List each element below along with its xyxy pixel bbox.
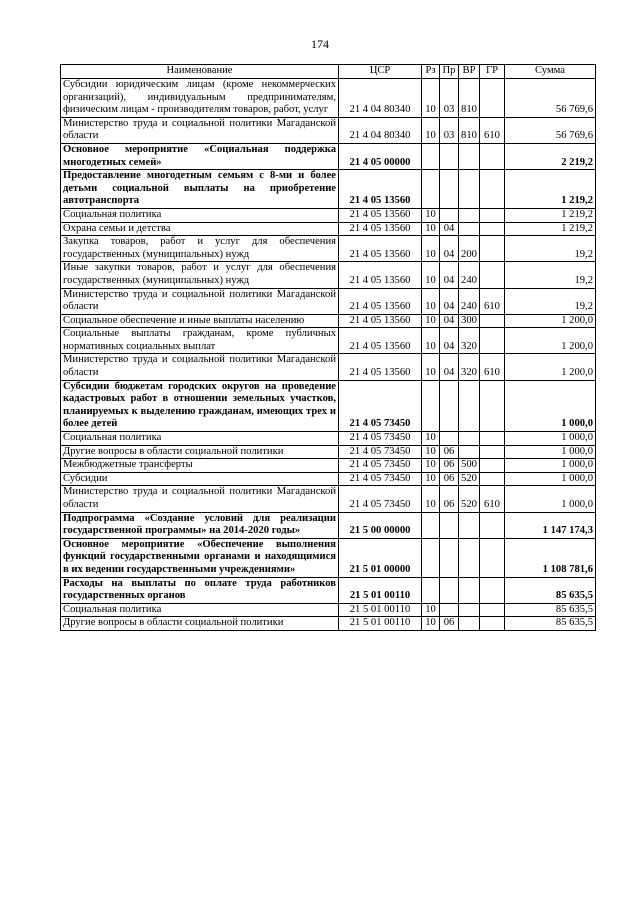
cell-vr: 810 (459, 79, 480, 118)
cell-csr: 21 4 05 13560 (339, 354, 422, 380)
cell-name: Предоставление многодетным семьям с 8-ми и более детьми социальной выплаты на приобретение автотранспорта (61, 170, 339, 209)
cell-vr: 810 (459, 117, 480, 143)
cell-csr: 21 5 00 00000 (339, 512, 422, 538)
cell-rz: 10 (422, 117, 440, 143)
header-gr: ГР (480, 65, 505, 79)
cell-rz: 10 (422, 445, 440, 459)
cell-pr: 04 (440, 314, 459, 328)
cell-vr: 240 (459, 262, 480, 288)
cell-csr: 21 4 05 13560 (339, 262, 422, 288)
cell-csr: 21 4 05 73450 (339, 432, 422, 446)
cell-rz (422, 143, 440, 169)
cell-pr: 03 (440, 117, 459, 143)
cell-sum: 1 000,0 (505, 459, 596, 473)
cell-rz: 10 (422, 236, 440, 262)
cell-gr (480, 445, 505, 459)
cell-name: Межбюджетные трансферты (61, 459, 339, 473)
cell-csr: 21 5 01 00110 (339, 617, 422, 631)
table-row (61, 617, 596, 631)
cell-gr (480, 380, 505, 431)
cell-name: Охрана семьи и детства (61, 222, 339, 236)
cell-vr: 300 (459, 314, 480, 328)
table-row (61, 288, 596, 314)
cell-pr (440, 208, 459, 222)
cell-rz: 10 (422, 432, 440, 446)
cell-csr: 21 4 04 80340 (339, 79, 422, 118)
cell-rz: 10 (422, 222, 440, 236)
table-row (61, 314, 596, 328)
cell-sum: 1 000,0 (505, 472, 596, 486)
cell-rz (422, 577, 440, 603)
cell-sum: 19,2 (505, 288, 596, 314)
cell-gr (480, 459, 505, 473)
cell-gr (480, 143, 505, 169)
cell-name: Закупка товаров, работ и услуг для обеспечения государственных (муниципальных) нужд (61, 236, 339, 262)
table-row (61, 354, 596, 380)
table-header-row (61, 65, 596, 79)
cell-pr: 04 (440, 354, 459, 380)
cell-vr (459, 538, 480, 577)
cell-name: Другие вопросы в области социальной политики (61, 445, 339, 459)
cell-gr (480, 512, 505, 538)
cell-sum: 1 147 174,3 (505, 512, 596, 538)
cell-sum: 56 769,6 (505, 117, 596, 143)
cell-rz: 10 (422, 354, 440, 380)
cell-gr (480, 79, 505, 118)
cell-vr (459, 208, 480, 222)
cell-name: Основное мероприятие «Обеспечение выполнения функций государственными органами и находящимися в их ведении государственными учреждениями» (61, 538, 339, 577)
cell-gr: 610 (480, 288, 505, 314)
cell-gr (480, 236, 505, 262)
table-row (61, 79, 596, 118)
table-row (61, 208, 596, 222)
cell-sum: 1 000,0 (505, 380, 596, 431)
cell-name: Министерство труда и социальной политики Магаданской области (61, 354, 339, 380)
cell-csr: 21 5 01 00110 (339, 603, 422, 617)
cell-csr: 21 5 01 00000 (339, 538, 422, 577)
cell-vr (459, 143, 480, 169)
table-row (61, 117, 596, 143)
header-rz: Рз (422, 65, 440, 79)
cell-sum: 1 200,0 (505, 328, 596, 354)
cell-pr: 06 (440, 445, 459, 459)
table-row (61, 432, 596, 446)
cell-rz: 10 (422, 472, 440, 486)
cell-name: Субсидии юридическим лицам (кроме некоммерческих организаций), индивидуальным предпринимателям, физическим лицам - производителям товаров, работ, услуг (61, 79, 339, 118)
cell-sum: 1 000,0 (505, 486, 596, 512)
cell-csr: 21 4 05 13560 (339, 236, 422, 262)
header-csr: ЦСР (339, 65, 422, 79)
cell-pr: 06 (440, 617, 459, 631)
cell-rz: 10 (422, 314, 440, 328)
cell-name: Другие вопросы в области социальной политики (61, 617, 339, 631)
cell-gr (480, 170, 505, 209)
header-pr: Пр (440, 65, 459, 79)
cell-pr: 06 (440, 472, 459, 486)
page-number: 174 (311, 37, 329, 51)
cell-sum: 1 000,0 (505, 445, 596, 459)
table-row (61, 236, 596, 262)
cell-csr: 21 5 01 00110 (339, 577, 422, 603)
table-row (61, 472, 596, 486)
cell-gr: 610 (480, 486, 505, 512)
cell-rz (422, 538, 440, 577)
cell-sum: 1 108 781,6 (505, 538, 596, 577)
cell-gr (480, 617, 505, 631)
table-row (61, 577, 596, 603)
cell-pr (440, 143, 459, 169)
cell-pr: 04 (440, 222, 459, 236)
cell-csr: 21 4 05 00000 (339, 143, 422, 169)
cell-vr: 520 (459, 486, 480, 512)
cell-sum: 56 769,6 (505, 79, 596, 118)
cell-sum: 1 219,2 (505, 208, 596, 222)
cell-vr: 320 (459, 328, 480, 354)
cell-name: Министерство труда и социальной политики Магаданской области (61, 486, 339, 512)
cell-sum: 2 219,2 (505, 143, 596, 169)
cell-name: Расходы на выплаты по оплате труда работников государственных органов (61, 577, 339, 603)
cell-vr (459, 445, 480, 459)
cell-vr (459, 222, 480, 236)
cell-rz: 10 (422, 617, 440, 631)
cell-rz: 10 (422, 288, 440, 314)
cell-pr: 06 (440, 459, 459, 473)
table-row (61, 143, 596, 169)
table-row (61, 538, 596, 577)
cell-csr: 21 4 05 73450 (339, 459, 422, 473)
cell-rz (422, 380, 440, 431)
table-row (61, 222, 596, 236)
cell-vr: 320 (459, 354, 480, 380)
cell-rz (422, 512, 440, 538)
table-body (61, 79, 596, 631)
cell-csr: 21 4 04 80340 (339, 117, 422, 143)
header-vr: ВР (459, 65, 480, 79)
cell-sum: 1 200,0 (505, 354, 596, 380)
cell-csr: 21 4 05 13560 (339, 328, 422, 354)
cell-csr: 21 4 05 13560 (339, 170, 422, 209)
table-row (61, 445, 596, 459)
cell-pr: 04 (440, 236, 459, 262)
cell-rz: 10 (422, 328, 440, 354)
cell-gr (480, 262, 505, 288)
cell-vr (459, 577, 480, 603)
budget-table (60, 64, 596, 631)
cell-name: Субсидии (61, 472, 339, 486)
cell-name: Социальная политика (61, 208, 339, 222)
cell-pr (440, 538, 459, 577)
cell-name: Социальные выплаты гражданам, кроме публичных нормативных социальных выплат (61, 328, 339, 354)
table-row (61, 262, 596, 288)
cell-pr (440, 380, 459, 431)
cell-pr (440, 603, 459, 617)
cell-csr: 21 4 05 73450 (339, 472, 422, 486)
cell-vr: 520 (459, 472, 480, 486)
cell-name: Основное мероприятие «Социальная поддержка многодетных семей» (61, 143, 339, 169)
cell-pr (440, 170, 459, 209)
table-row (61, 512, 596, 538)
cell-pr (440, 512, 459, 538)
cell-csr: 21 4 05 13560 (339, 222, 422, 236)
cell-name: Социальная политика (61, 603, 339, 617)
cell-pr: 06 (440, 486, 459, 512)
cell-sum: 19,2 (505, 262, 596, 288)
cell-sum: 1 200,0 (505, 314, 596, 328)
header-name: Наименование (61, 65, 339, 79)
cell-name: Субсидии бюджетам городских округов на проведение кадастровых работ в отношении земельных участков, планируемых к выделению гражданам, имеющих трех и более детей (61, 380, 339, 431)
cell-sum: 1 219,2 (505, 170, 596, 209)
cell-csr: 21 4 05 13560 (339, 208, 422, 222)
cell-gr (480, 328, 505, 354)
cell-gr (480, 472, 505, 486)
table-row (61, 603, 596, 617)
cell-pr: 04 (440, 262, 459, 288)
table-row (61, 328, 596, 354)
cell-gr (480, 314, 505, 328)
cell-csr: 21 4 05 73450 (339, 380, 422, 431)
cell-name: Министерство труда и социальной политики Магаданской области (61, 288, 339, 314)
cell-rz: 10 (422, 603, 440, 617)
cell-gr: 610 (480, 117, 505, 143)
cell-pr: 04 (440, 288, 459, 314)
cell-vr (459, 432, 480, 446)
cell-gr (480, 208, 505, 222)
cell-vr: 200 (459, 236, 480, 262)
cell-csr: 21 4 05 73450 (339, 445, 422, 459)
cell-gr (480, 222, 505, 236)
cell-name: Социальное обеспечение и иные выплаты населению (61, 314, 339, 328)
cell-pr: 03 (440, 79, 459, 118)
cell-vr (459, 512, 480, 538)
cell-rz: 10 (422, 208, 440, 222)
cell-vr: 500 (459, 459, 480, 473)
cell-rz: 10 (422, 262, 440, 288)
cell-name: Министерство труда и социальной политики Магаданской области (61, 117, 339, 143)
cell-gr (480, 432, 505, 446)
cell-gr (480, 577, 505, 603)
table-row (61, 459, 596, 473)
cell-csr: 21 4 05 13560 (339, 288, 422, 314)
cell-rz: 10 (422, 79, 440, 118)
cell-pr (440, 577, 459, 603)
cell-rz (422, 170, 440, 209)
cell-vr (459, 617, 480, 631)
cell-rz: 10 (422, 486, 440, 512)
cell-vr (459, 170, 480, 209)
cell-sum: 1 000,0 (505, 432, 596, 446)
cell-vr (459, 380, 480, 431)
cell-name: Социальная политика (61, 432, 339, 446)
cell-rz: 10 (422, 459, 440, 473)
cell-sum: 85 635,5 (505, 577, 596, 603)
cell-pr (440, 432, 459, 446)
cell-gr (480, 538, 505, 577)
cell-gr: 610 (480, 354, 505, 380)
cell-csr: 21 4 05 13560 (339, 314, 422, 328)
cell-sum: 85 635,5 (505, 603, 596, 617)
table-row (61, 170, 596, 209)
table-row (61, 486, 596, 512)
table-row (61, 380, 596, 431)
cell-gr (480, 603, 505, 617)
cell-pr: 04 (440, 328, 459, 354)
cell-vr: 240 (459, 288, 480, 314)
cell-csr: 21 4 05 73450 (339, 486, 422, 512)
cell-sum: 85 635,5 (505, 617, 596, 631)
cell-name: Подпрограмма «Создание условий для реализации государственной программы» на 2014-2020 годы» (61, 512, 339, 538)
cell-vr (459, 603, 480, 617)
header-sum: Сумма (505, 65, 596, 79)
cell-sum: 19,2 (505, 236, 596, 262)
cell-name: Иные закупки товаров, работ и услуг для обеспечения государственных (муниципальных) нужд (61, 262, 339, 288)
cell-sum: 1 219,2 (505, 222, 596, 236)
